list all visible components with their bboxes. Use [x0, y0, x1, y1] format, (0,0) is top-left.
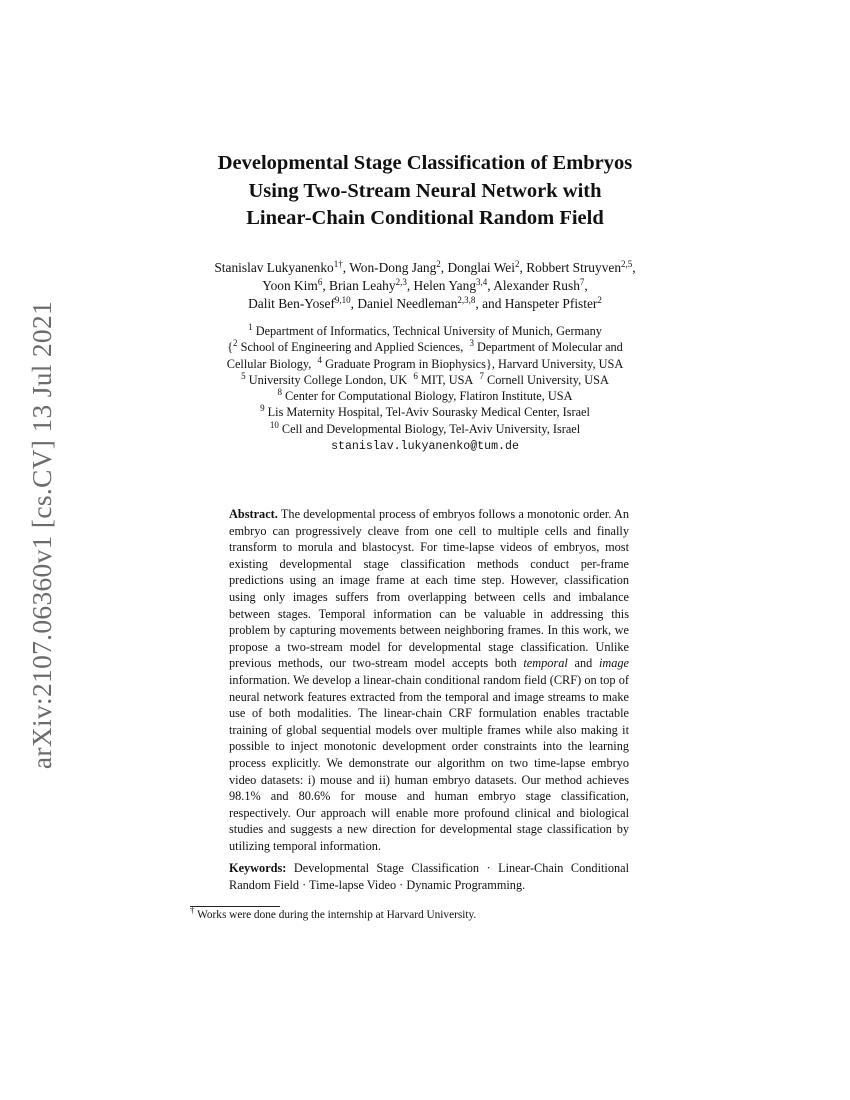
author-superscript: 2	[597, 295, 602, 305]
affiliation-text: Center for Computational Biology, Flatiron Institute, USA	[285, 389, 573, 404]
keywords-section	[229, 860, 629, 893]
affiliation-line	[0, 421, 850, 437]
author-separator: ,	[322, 278, 330, 293]
affiliation-text: Cornell University, USA	[487, 372, 609, 387]
paper-title	[0, 150, 850, 233]
author-name: Yoon Kim	[262, 278, 318, 293]
abstract-emphasis: image	[598, 656, 629, 671]
affiliation-text: MIT, USA	[420, 372, 474, 387]
author-list	[0, 259, 850, 313]
keywords-paragraph	[229, 860, 629, 893]
affiliation-text: Department of Molecular and	[477, 340, 623, 355]
affiliation-number: 4	[317, 354, 323, 365]
affiliation-line	[0, 323, 850, 339]
footnote	[190, 905, 660, 923]
abstract-label: Abstract.	[229, 507, 278, 521]
affiliation-number: 7	[479, 370, 484, 381]
affiliation-text: Lis Maternity Hospital, Tel-Aviv Sourasky Medical Center, Israel	[267, 405, 590, 420]
affiliation-number: 5	[241, 370, 246, 381]
author-name: Helen Yang	[413, 278, 477, 293]
affiliation-number: 1	[248, 322, 253, 332]
title-line-2: Using Two-Stream Neural Network with	[248, 179, 602, 202]
abstract-emphasis: temporal	[523, 656, 568, 671]
author-separator: ,	[487, 278, 494, 293]
author-separator: ,	[440, 260, 448, 275]
author-separator: ,	[350, 296, 358, 311]
arxiv-identifier: arXiv:2107.06360v1 [cs.CV] 13 Jul 2021	[26, 300, 57, 770]
affiliation-number: 3	[469, 338, 474, 349]
affiliation-line	[0, 388, 850, 404]
footnote-text: Works were done during the internship at Harvard University.	[197, 909, 477, 921]
affiliation-brace: {	[227, 340, 234, 355]
author-line-1	[0, 259, 850, 277]
affiliation-number: 6	[413, 370, 418, 381]
author-superscript: 2	[514, 259, 520, 269]
author-separator: ,	[519, 260, 527, 275]
affiliation-line	[0, 339, 850, 355]
author-name: Hanspeter Pfister	[504, 296, 598, 311]
author-name: Daniel Needleman	[357, 296, 458, 311]
author-separator: ,	[406, 278, 414, 293]
affiliation-line	[0, 437, 850, 455]
affiliation-number: 8	[277, 387, 282, 398]
author-superscript: 2,5	[621, 259, 633, 269]
affiliation-text: Department of Informatics, Technical University of Munich, Germany	[255, 324, 602, 338]
footnote-mark: †	[190, 905, 195, 915]
author-line-3	[0, 295, 850, 313]
author-separator: ,	[584, 278, 588, 293]
footnote-rule	[190, 906, 280, 907]
abstract-section	[229, 506, 629, 854]
affiliation-number: 10	[269, 419, 279, 430]
author-email: stanislav.lukyanenko@tum.de	[331, 440, 519, 454]
author-name: Alexander Rush	[493, 278, 580, 293]
abstract-text: and	[574, 656, 593, 671]
affiliation-list	[0, 323, 850, 455]
author-superscript: 2,3,8	[457, 295, 476, 305]
affiliation-number: 2	[233, 338, 238, 349]
author-superscript: 1†	[333, 259, 343, 269]
affiliation-text: Graduate Program in Biophysics}, Harvard University, USA	[325, 356, 624, 371]
author-separator: ,	[342, 260, 350, 275]
keywords-text: Developmental Stage Classification · Linear-Chain Conditional Random Field · Time-lapse Video · Dynamic Programming.	[229, 861, 629, 892]
abstract-text: information. We develop a linear-chain conditional random field (CRF) on top of neural network features extracted from the temporal and image streams to make use of both modalities. The linear-chain CRF formulation enables tractable training of global sequential models over multiple frames while also making it possible to inject monotonic development order constraints into the learning process explicitly. We demonstrate our algorithm on two time-lapse embryo video datasets: i) mouse and ii) human embryo datasets. Our method achieves 98.1% and 80.6% for mouse and human embryo stage classification, respectively. Our approach will enable more profound clinical and biological studies and suggests a new direction for developmental stage classification by utilizing temporal information.	[229, 672, 629, 853]
author-superscript: 2	[436, 259, 441, 269]
author-name: Stanislav Lukyanenko	[214, 260, 334, 275]
affiliation-line	[0, 372, 850, 388]
author-separator: ,	[632, 260, 636, 275]
affiliation-text: School of Engineering and Applied Sciences,	[240, 340, 464, 355]
title-line-3: Linear-Chain Conditional Random Field	[246, 207, 604, 229]
author-name: Dalit Ben-Yosef	[248, 296, 335, 311]
abstract-text: The developmental process of embryos follows a monotonic order. An embryo can progressively cleave from one cell to multiple cells and finally transform to morula and blastocyst. For time-lapse videos of embryos, most existing developmental stage classification methods conduct per-frame predictions using an image frame at each time step. However, classification using only images suffers from overlapping between cells and imbalance between stages. Temporal information can be valuable in addressing this problem by capturing movements between neighboring frames. In this work, we propose a two-stream model for developmental stage classification. Unlike previous methods, our two-stream model accepts both	[229, 507, 629, 671]
title-line-1: Developmental Stage Classification of Embryos	[217, 152, 633, 174]
author-name: Robbert Struyven	[526, 260, 622, 275]
author-name: Brian Leahy	[329, 278, 396, 293]
keywords-label: Keywords:	[229, 861, 287, 875]
author-name: Won-Dong Jang	[349, 260, 437, 275]
author-separator: , and	[475, 296, 505, 311]
affiliation-number: 9	[260, 403, 265, 414]
affiliation-text: Cellular Biology,	[226, 356, 312, 371]
affiliation-line	[0, 356, 850, 372]
author-superscript: 9,10	[334, 295, 351, 305]
abstract-paragraph	[229, 506, 629, 854]
author-superscript: 7	[579, 277, 585, 287]
affiliation-line	[0, 404, 850, 420]
author-line-2	[0, 277, 850, 295]
affiliation-text: University College London, UK	[248, 372, 408, 387]
affiliation-text: Cell and Developmental Biology, Tel-Aviv University, Israel	[281, 421, 581, 436]
author-superscript: 2,3	[395, 277, 407, 287]
author-superscript: 3,4	[476, 277, 488, 287]
author-superscript: 6	[317, 277, 323, 287]
author-name: Donglai Wei	[447, 260, 515, 275]
